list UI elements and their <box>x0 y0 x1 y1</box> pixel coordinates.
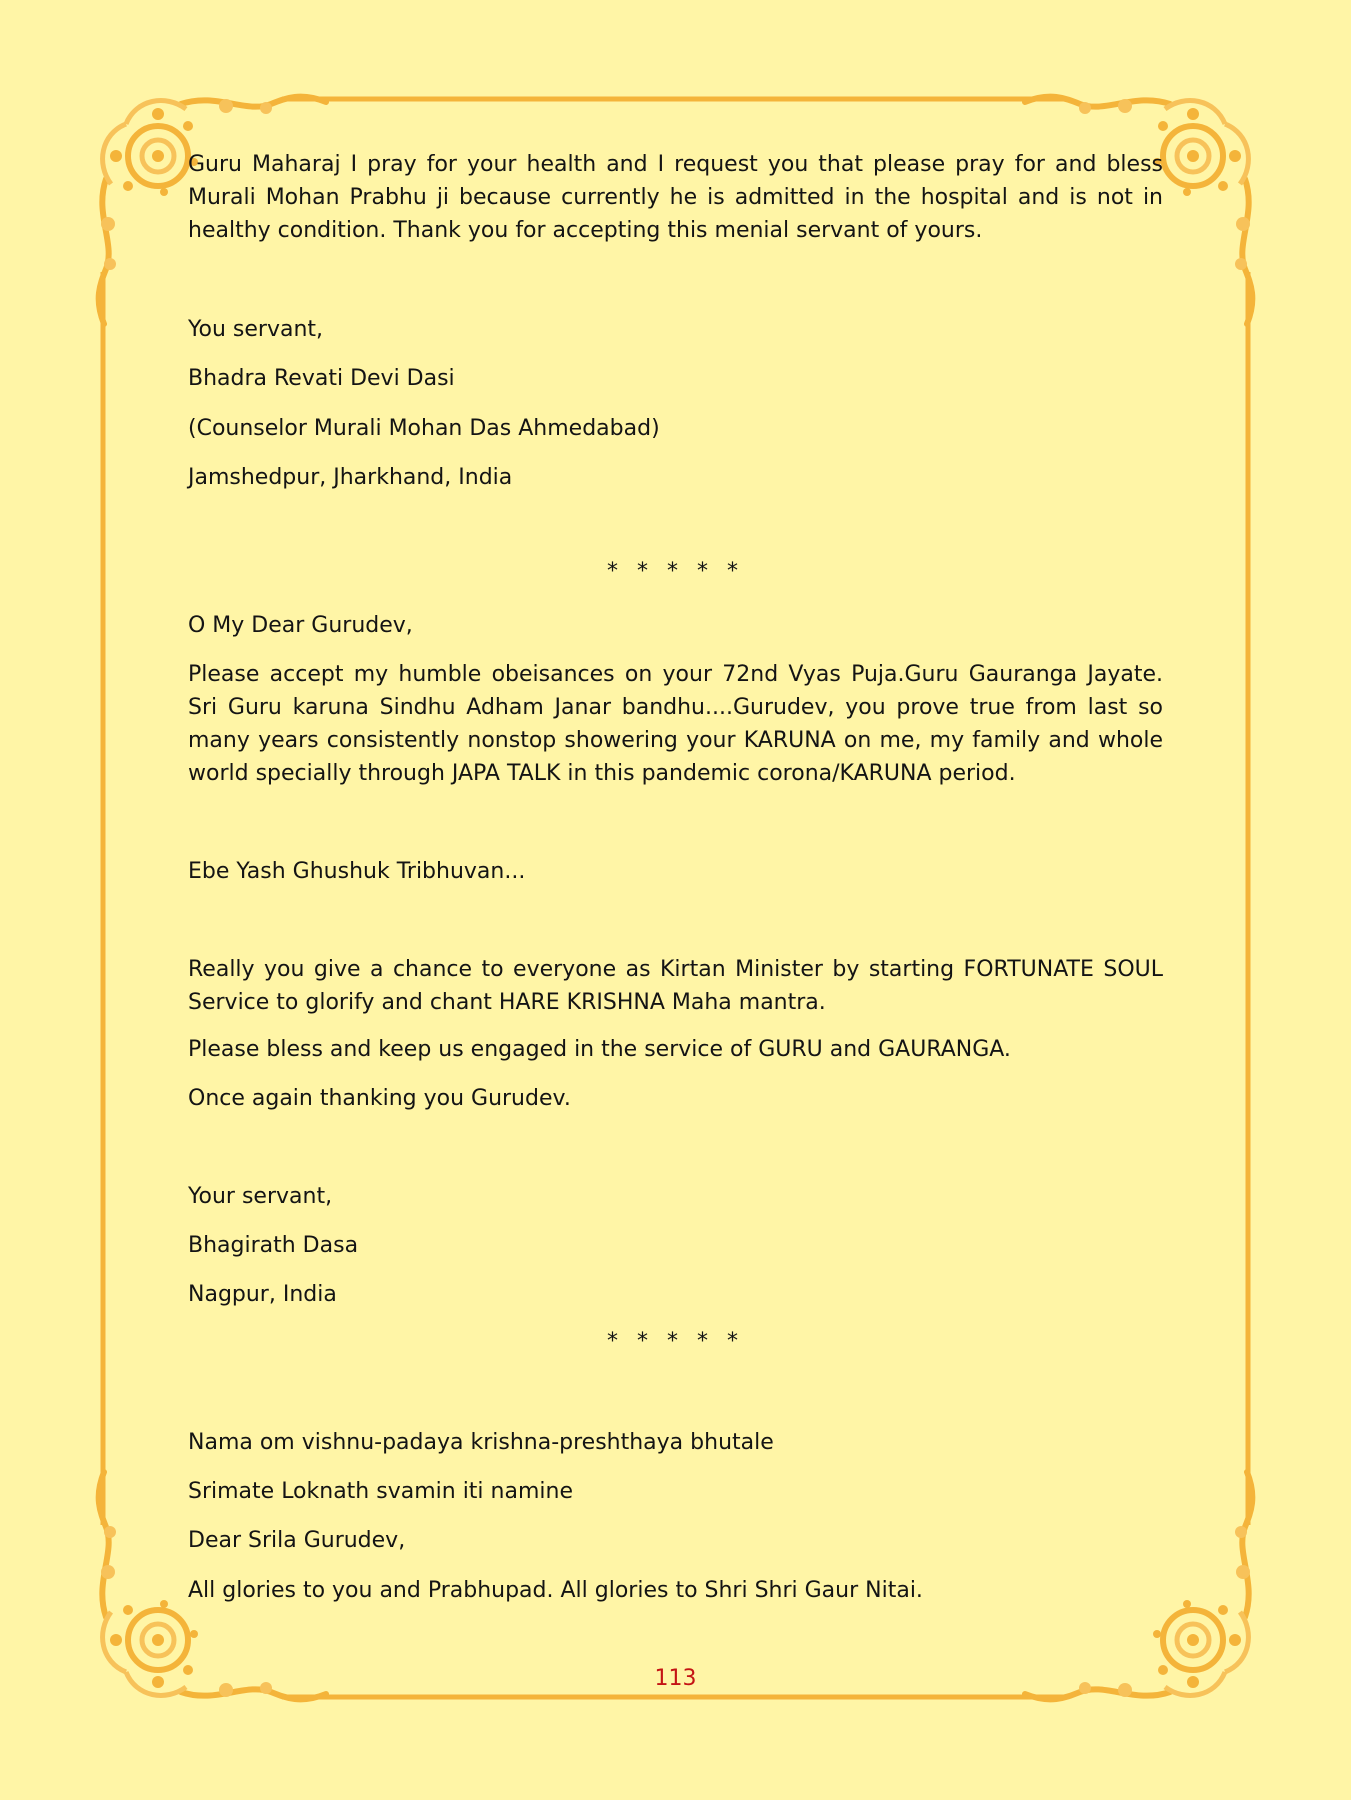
closing-salutation: Your servant, <box>188 1184 333 1209</box>
paragraph-kirtan: Really you give a chance to everyone as Kirtan Minister by starting FORTUNATE SOUL Service to glorify and chant HARE KRISHNA Maha mantra. <box>188 957 1163 1015</box>
paragraph-thanks: Once again thanking you Gurudev. <box>188 1086 571 1111</box>
author-location: Jamshedpur, Jharkhand, India <box>188 465 513 490</box>
greeting: O My Dear Gurudev, <box>188 613 413 638</box>
author-name: Bhagirath Dasa <box>188 1233 359 1258</box>
paragraph-quote: Ebe Yash Ghushuk Tribhuvan... <box>188 859 526 884</box>
paragraph-glories: All glories to you and Prabhupad. All glories to Shri Shri Gaur Nitai. <box>188 1578 923 1603</box>
author-counselor: (Counselor Murali Mohan Das Ahmedabad) <box>188 416 660 441</box>
paragraph-bless: Please bless and keep us engaged in the service of GURU and GAURANGA. <box>188 1037 1011 1062</box>
paragraph-obeisances: Please accept my humble obeisances on your 72nd Vyas Puja.Guru Gauranga Jayate. Sri Guru karuna Sindhu Adham Janar bandhu....Gurudev, you prove true from last so many years consistently nonstop showering your KARUNA on me, my family and whole world specially through JAPA TALK in this pandemic corona/KARUNA period. <box>188 662 1163 786</box>
separator-stars: * * * * * <box>607 1329 744 1354</box>
mantra-line: Srimate Loknath svamin iti namine <box>188 1479 573 1504</box>
closing-salutation: You servant, <box>188 317 324 342</box>
paragraph-prayer: Guru Maharaj I pray for your health and I request you that please pray for and bless Murali Mohan Prabhu ji because currently he is admitted in the hospital and is not in healthy condition. Thank you for accepting this menial servant of yours. <box>188 152 1163 243</box>
greeting: Dear Srila Gurudev, <box>188 1528 406 1553</box>
author-name: Bhadra Revati Devi Dasi <box>188 366 455 391</box>
separator-stars: * * * * * <box>607 559 744 584</box>
page-number: 113 <box>654 1666 697 1691</box>
mantra-line: Nama om vishnu-padaya krishna-preshthaya bhutale <box>188 1430 774 1455</box>
author-location: Nagpur, India <box>188 1282 337 1307</box>
